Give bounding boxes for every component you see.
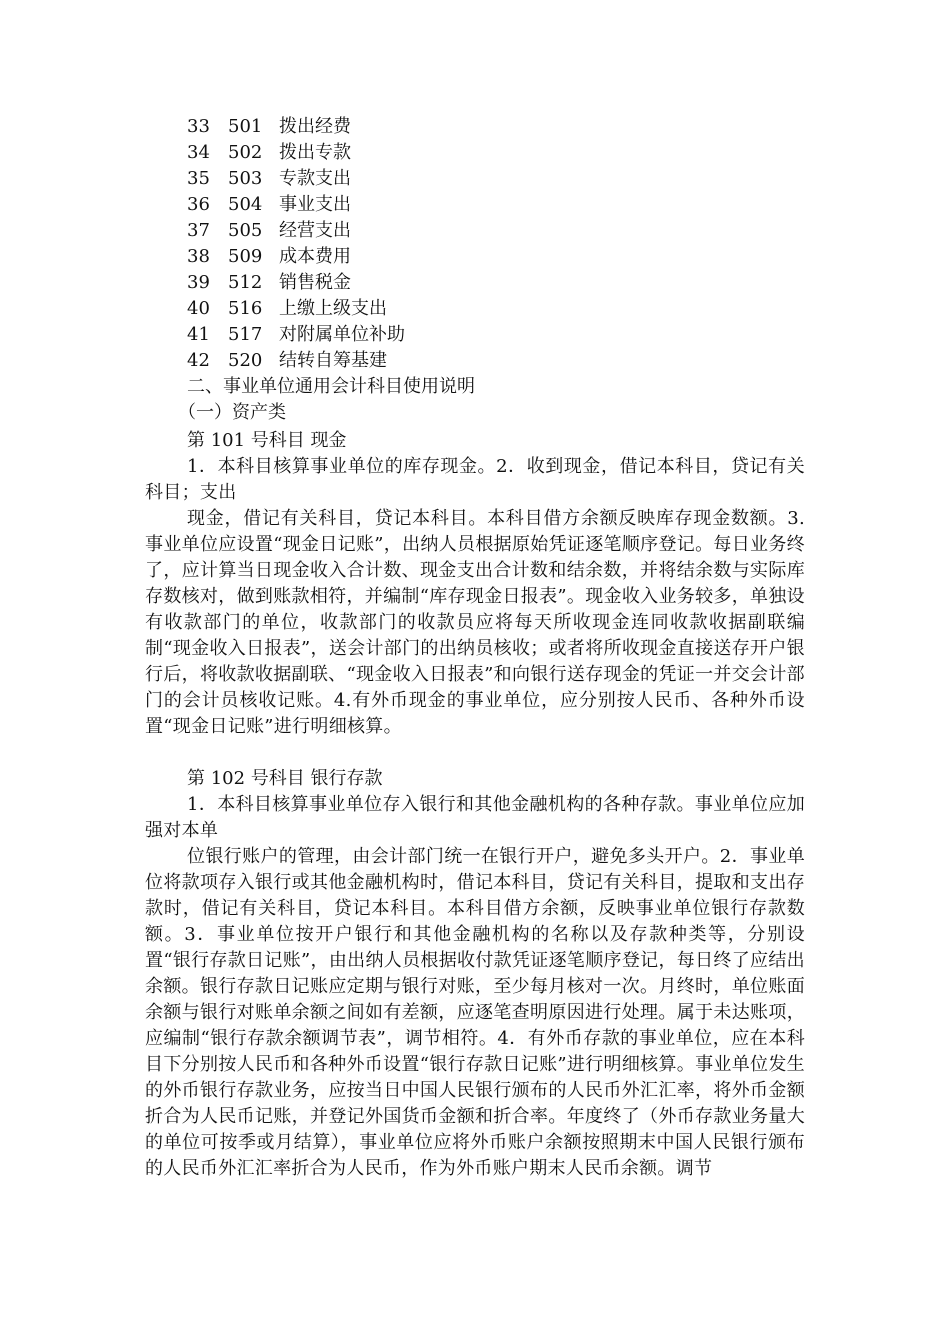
item-102-paragraph-2: 位银行账户的管理，由会计部门统一在银行开户，避免多头开户。2．事业单位将款项存入银行或其他金融机构时，借记本科目，贷记有关科目，提取和支出存款时，借记有关科目，贷记本科目。本科目借方余额，反映事业单位银行存款数额。3．事业单位按开户银行和其他金融机构的名称以及存款种类等，分别设置“银行存款日记账”，由出纳人员根据收付款凭证逐笔顺序登记，每日终了应结出余额。银行存款日记账应定期与银行对账，至少每月核对一次。月终时，单位账面余额与银行对账单余额之间如有差额，应逐笔查明原因进行处理。属于未达账项，应编制“银行存款余额调节表”，调节相符。4．有外币存款的事业单位，应在本科目下分别按人民币和各种外币设置“银行存款日记账”进行明细核算。事业单位发生的外币银行存款业务，应按当日中国人民银行颁布的人民币外汇汇率，将外币金额折合为人民币记账，并登记外国货币金额和折合率。年度终了（外币存款业务量大的单位可按季或月结算），事业单位应将外币账户余额按照期末中国人民银行颁布的人民币外汇汇率折合为人民币，作为外币账户期末人民币余额。调节 [145, 846, 805, 1179]
account-number: 41 [187, 324, 210, 345]
account-code: 505 [228, 220, 263, 241]
item-101-paragraph-2: 现金，借记有关科目，贷记本科目。本科目借方余额反映库存现金数额。3.事业单位应设置“现金日记账”，出纳人员根据原始凭证逐笔顺序登记。每日业务终了，应计算当日现金收入合计数、现金支出合计数和结余数，并将结余数与实际库存数核对，做到账款相符，并编制“库存现金日报表”。现金收入业务较多，单独设有收款部门的单位，收款部门的收款员应将每天所收现金连同收款收据副联编制“现金收入日报表”，送会计部门的出纳员核收；或者将所收现金直接送存开户银行后，将收款收据副联、“现金收入日报表”和向银行送存现金的凭证一并交会计部门的会计员核收记账。4.有外币现金的事业单位，应分别按人民币、各种外币设置“现金日记账”进行明细核算。 [145, 508, 805, 737]
item-102-paragraph-1: 1．本科目核算事业单位存入银行和其他金融机构的各种存款。事业单位应加强对本单 [145, 794, 805, 841]
account-code: 501 [228, 116, 263, 137]
subsection-heading: （一）资产类 [178, 402, 286, 423]
account-name: 销售税金 [279, 272, 351, 293]
account-number: 40 [187, 298, 210, 319]
account-number: 33 [187, 116, 210, 137]
account-number: 38 [187, 246, 210, 267]
account-number: 36 [187, 194, 210, 215]
account-number: 37 [187, 220, 210, 241]
account-code: 516 [228, 298, 263, 319]
account-name: 专款支出 [279, 168, 351, 189]
account-name: 成本费用 [279, 246, 351, 267]
account-code: 520 [228, 350, 263, 371]
account-name: 经营支出 [279, 220, 351, 241]
account-name: 事业支出 [279, 194, 351, 215]
account-number: 39 [187, 272, 210, 293]
account-name: 对附属单位补助 [279, 324, 405, 345]
account-code: 512 [228, 272, 263, 293]
account-code: 503 [228, 168, 263, 189]
account-code: 504 [228, 194, 263, 215]
item-101-heading: 第 101 号科目 现金 [187, 430, 347, 451]
account-name: 拨出经费 [279, 116, 351, 137]
section-heading: 二、事业单位通用会计科目使用说明 [187, 376, 475, 397]
account-code: 509 [228, 246, 263, 267]
account-number: 34 [187, 142, 210, 163]
account-number: 42 [187, 350, 210, 371]
account-name: 结转自筹基建 [279, 350, 387, 371]
account-name: 上缴上级支出 [279, 298, 387, 319]
account-code: 502 [228, 142, 263, 163]
item-101-paragraph-1: 1．本科目核算事业单位的库存现金。2．收到现金，借记本科目，贷记有关科目；支出 [145, 456, 805, 503]
item-102-heading: 第 102 号科目 银行存款 [187, 768, 383, 789]
account-name: 拨出专款 [279, 142, 351, 163]
account-code: 517 [228, 324, 263, 345]
account-number: 35 [187, 168, 210, 189]
